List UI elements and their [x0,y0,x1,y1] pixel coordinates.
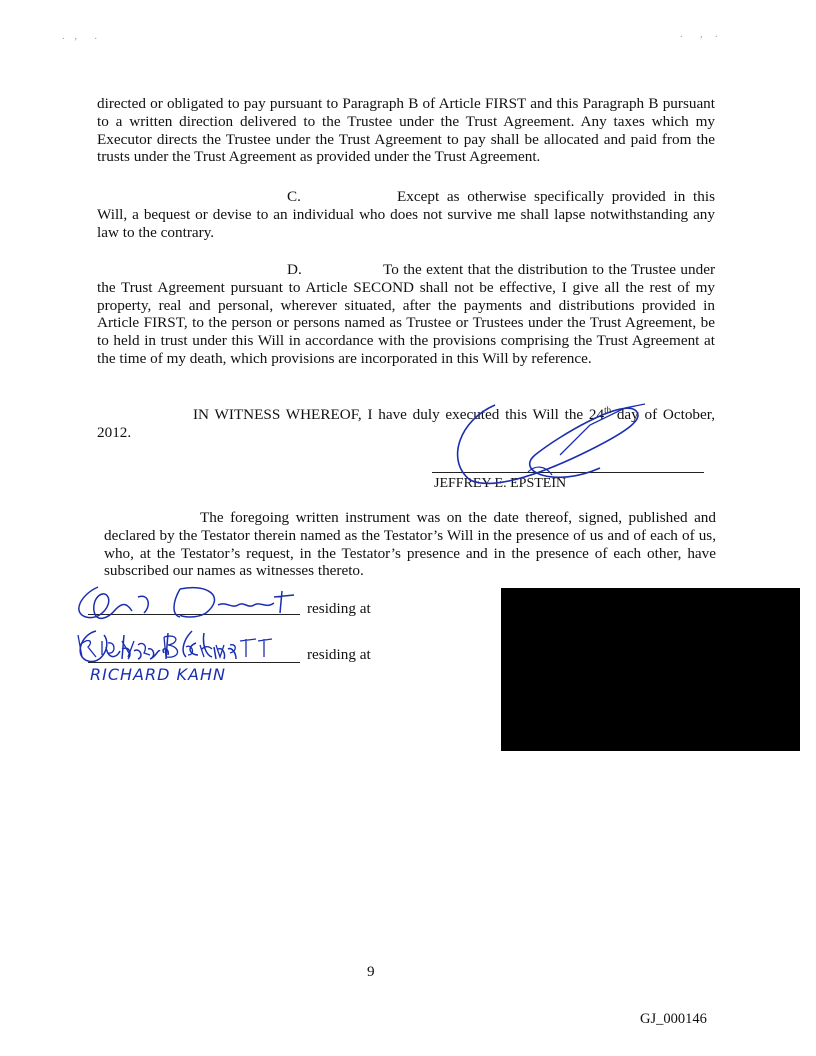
redaction-box [501,588,800,751]
paragraph-c-letter: C. [287,188,301,205]
page-number: 9 [367,963,375,980]
witness-clause-sup: th [604,405,612,415]
scan-speck: . , . [62,31,97,42]
paragraph-d-letter: D. [287,261,302,278]
scan-speck: . , . [680,29,718,40]
attestation-text: The foregoing written instrument was on the date thereof, signed, published and declared by the Testator therein named as the Testator’s Will in the presence of us and of each of us, who, at the Testator’s request, in the Testator’s presence and in the presence of each other, have subscribed our names as witnesses thereto. [104,509,716,580]
witness-clause-start: IN WITNESS WHEREOF, I have duly executed this Will the 24 [193,406,605,423]
witness-2-residing-label: residing at [307,646,371,663]
paragraph-d [97,261,715,368]
attestation-clause [104,509,716,580]
witness-2-printed-name: RICHARD KAHN [90,665,226,684]
testator-name: JEFFREY E. EPSTEIN [434,476,567,491]
testator-signature [440,380,660,495]
witness-1-residing-label: residing at [307,600,371,617]
witness-clause-end: day of October, 2012. [97,406,715,441]
paragraph-c-text: Except as otherwise specifically provided in this Will, a bequest or devise to an individual who does not survive me shall lapse notwithstanding any law to the contrary. [97,188,715,241]
bates-number: GJ_000146 [640,1011,707,1027]
paragraph-c [97,188,715,241]
continuation-paragraph: directed or obligated to pay pursuant to Paragraph B of Article FIRST and this Paragraph B pursuant to a written direction delivered to the Trustee under the Trust Agreement. Any taxes which my Executor directs the Trustee under the Trust Agreement to pay shall be allocated and paid from the trusts under the Trust Agreement as provided under the Trust Agreement. [97,95,715,166]
paragraph-d-text: To the extent that the distribution to the Trustee under the Trust Agreement pursuant to Article SECOND shall not be effective, I give all the rest of my property, real and personal, wherever situated, after the payments and distributions provided in Article FIRST, to the person or persons named as Trustee or Trustees under the Trust Agreement, be to held in trust under this Will in accordance with the provisions comprising the Trust Agreement at the time of my death, which provisions are incorporated in this Will by reference. [97,261,715,367]
